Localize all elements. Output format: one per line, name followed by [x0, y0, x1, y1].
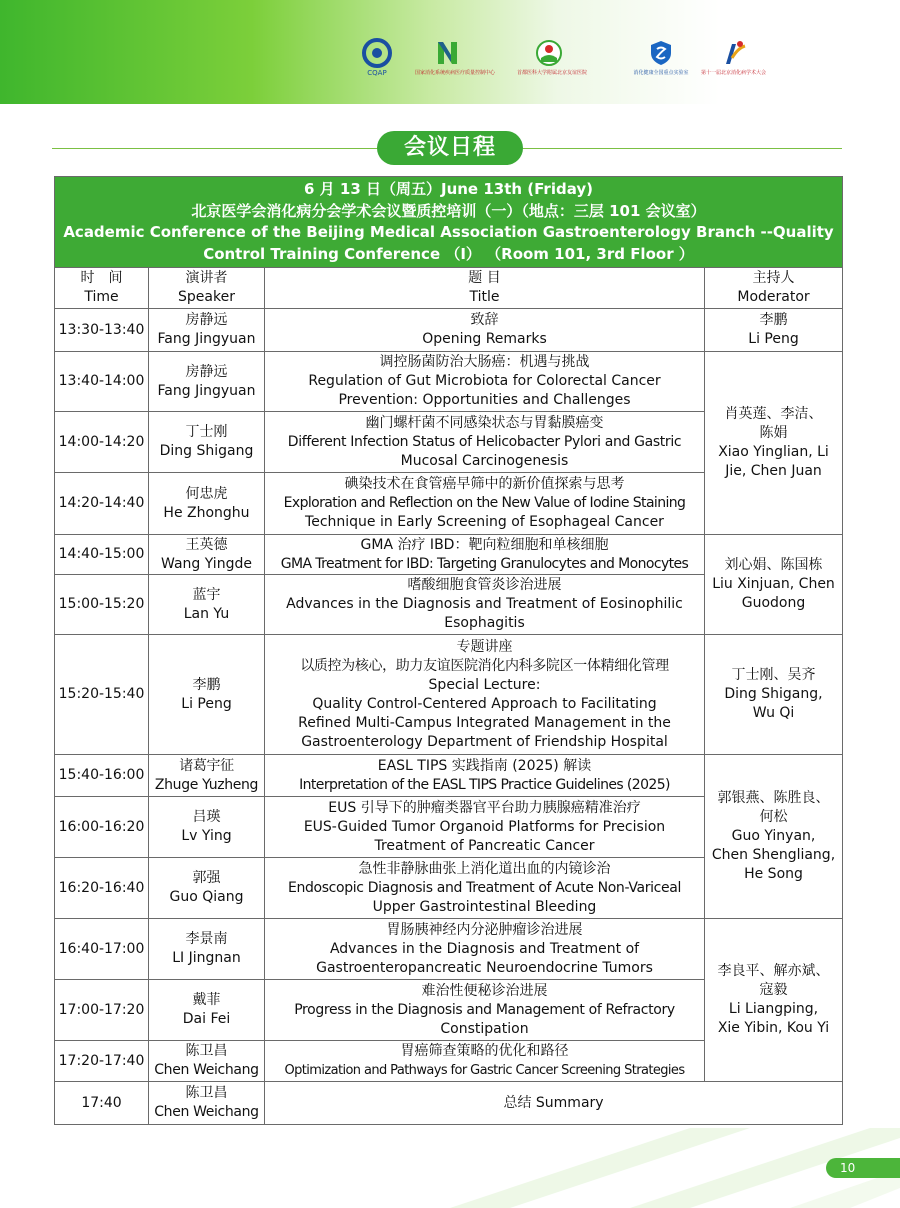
banner-date: 6 月 13 日（周五）June 13th (Friday): [304, 180, 593, 198]
speaker-cell: 房静远 Fang Jingyuan: [149, 309, 265, 352]
cqap-logo: [345, 38, 409, 88]
conference-logo: [701, 38, 765, 88]
table-row: [55, 352, 843, 412]
time-cell: 14:20-14:40: [55, 473, 149, 535]
schedule-table: [54, 176, 843, 1125]
shield-icon: [646, 38, 676, 68]
speaker-cell: 李景南 LI Jingnan: [149, 919, 265, 980]
time-cell: 17:00-17:20: [55, 980, 149, 1041]
time-cell: 16:20-16:40: [55, 858, 149, 919]
speaker-cell: 李鹏 Li Peng: [149, 635, 265, 755]
moderator-cell: 丁士刚、吴齐 Ding Shigang, Wu Qi: [705, 635, 843, 755]
time-cell: 14:00-14:20: [55, 412, 149, 473]
table-row: [55, 755, 843, 797]
time-cell: 16:00-16:20: [55, 797, 149, 858]
table-row: [55, 535, 843, 575]
moderator-column-header: 主持人 Moderator: [705, 268, 843, 309]
national-center-emblem-icon: [432, 38, 462, 68]
speaker-cell: 陈卫昌 Chen Weichang: [149, 1041, 265, 1082]
title-cell: 胃肠胰神经内分泌肿瘤诊治进展 Advances in the Diagnosis and Treatment of Gastroenteropancreatic Neuroendocrine Tumors: [265, 919, 705, 980]
moderator-cell: 郭银燕、陈胜良、 何松 Guo Yinyan, Chen Shengliang, He Song: [705, 755, 843, 919]
beijing-hospital-logo: [517, 38, 588, 88]
title-cell: EASL TIPS 实践指南 (2025) 解读 Interpretation of the EASL TIPS Practice Guidelines (2025): [265, 755, 705, 797]
time-column-header: 时 间 Time: [55, 268, 149, 309]
conference-emblem-icon: [718, 38, 748, 68]
logo-caption: CQAP: [367, 69, 387, 77]
title-cell: 难治性便秘诊治进展 Progress in the Diagnosis and Management of Refractory Constipation: [265, 980, 705, 1041]
time-cell: 15:00-15:20: [55, 575, 149, 635]
speaker-column-header: 演讲者 Speaker: [149, 268, 265, 309]
speaker-cell: 陈卫昌 Chen Weichang: [149, 1082, 265, 1125]
table-row: [55, 1082, 843, 1125]
speaker-cell: 诸葛宇征 Zhuge Yuzheng: [149, 755, 265, 797]
table-row: [55, 919, 843, 980]
time-cell: 17:40: [55, 1082, 149, 1125]
speaker-cell: 王英德 Wang Yingde: [149, 535, 265, 575]
logo-caption: 国家消化系统疾病医疗质量控制中心: [415, 70, 496, 76]
logo-caption: 首都医科大学附属北京友谊医院: [517, 70, 588, 76]
moderator-cell: 李良平、解亦斌、 寇毅 Li Liangping, Xie Yibin, Kou Yi: [705, 919, 843, 1082]
national-center-logo: [415, 38, 496, 88]
time-cell: 15:20-15:40: [55, 635, 149, 755]
logo-strip: [345, 38, 765, 88]
table-row: [55, 635, 843, 755]
speaker-cell: 何忠虎 He Zhonghu: [149, 473, 265, 535]
time-cell: 15:40-16:00: [55, 755, 149, 797]
speaker-cell: 郭强 Guo Qiang: [149, 858, 265, 919]
moderator-cell: 肖英莲、李洁、 陈娟 Xiao Yinglian, Li Jie, Chen Juan: [705, 352, 843, 535]
speaker-cell: 吕瑛 Lv Ying: [149, 797, 265, 858]
title-cell: 幽门螺杆菌不同感染状态与胃黏膜癌变 Different Infection Status of Helicobacter Pylori and Gastric Mucosal Carcinogenesis: [265, 412, 705, 473]
lab-logo: [629, 38, 693, 88]
banner-title-en: Academic Conference of the Beijing Medical Association Gastroenterology Branch --Quality: [63, 223, 834, 241]
cqap-emblem-icon: [362, 38, 392, 68]
title-cell: 嗜酸细胞食管炎诊治进展 Advances in the Diagnosis and Treatment of Eosinophilic Esophagitis: [265, 575, 705, 635]
title-column-header: 题 目 Title: [265, 268, 705, 309]
title-cell: 急性非静脉曲张上消化道出血的内镜诊治 Endoscopic Diagnosis and Treatment of Acute Non-Variceal Upper Gastrointestinal Bleeding: [265, 858, 705, 919]
speaker-cell: 戴菲 Dai Fei: [149, 980, 265, 1041]
schedule-banner: [55, 177, 843, 268]
logo-caption: 第十一届北京消化病学术大会: [701, 70, 767, 76]
banner-title-zh: 北京医学会消化病分会学术会议暨质控培训（一）（地点：三层 101 会议室）: [191, 201, 706, 220]
banner-title-en-cont: Control Training Conference （I） （Room 101, 3rd Floor ）: [203, 244, 694, 263]
time-cell: 13:30-13:40: [55, 309, 149, 352]
section-title: 会议日程: [377, 131, 523, 165]
logo-caption: 消化健康全国重点实验室: [633, 70, 689, 76]
page-number: 10: [826, 1158, 900, 1178]
speaker-cell: 房静远 Fang Jingyuan: [149, 352, 265, 412]
title-cell: 碘染技术在食管癌早筛中的新价值探索与思考 Exploration and Reflection on the New Value of Iodine Staining Technique in Early Screening of Esophageal Cancer: [265, 473, 705, 535]
title-cell: GMA 治疗 IBD：靶向粒细胞和单核细胞 GMA Treatment for IBD: Targeting Granulocytes and Monocytes: [265, 535, 705, 575]
speaker-cell: 丁士刚 Ding Shigang: [149, 412, 265, 473]
moderator-cell: 李鹏 Li Peng: [705, 309, 843, 352]
title-cell: 致辞 Opening Remarks: [265, 309, 705, 352]
title-cell: 专题讲座 以质控为核心，助力友谊医院消化内科多院区一体精细化管理 Special Lecture: Quality Control-Centered Approach to Facilitating Refined Multi-Campus Integrated Management in the Gastroenterology Department of Friendship Hospital: [265, 635, 705, 755]
title-cell: 调控肠菌防治大肠癌：机遇与挑战 Regulation of Gut Microbiota for Colorectal Cancer Prevention: Opportunities and Challenges: [265, 352, 705, 412]
time-cell: 14:40-15:00: [55, 535, 149, 575]
time-cell: 13:40-14:00: [55, 352, 149, 412]
hospital-emblem-icon: [534, 38, 564, 68]
title-cell: 胃癌筛查策略的优化和路径 Optimization and Pathways for Gastric Cancer Screening Strategies: [265, 1041, 705, 1082]
moderator-cell: 刘心娟、陈国栋 Liu Xinjuan, Chen Guodong: [705, 535, 843, 635]
title-cell: EUS 引导下的肿瘤类器官平台助力胰腺癌精准治疗 EUS-Guided Tumor Organoid Platforms for Precision Treatment of Pancreatic Cancer: [265, 797, 705, 858]
table-row: [55, 309, 843, 352]
speaker-cell: 蓝宇 Lan Yu: [149, 575, 265, 635]
time-cell: 16:40-17:00: [55, 919, 149, 980]
time-cell: 17:20-17:40: [55, 1041, 149, 1082]
title-cell: 总结 Summary: [265, 1082, 843, 1125]
column-header-row: [55, 268, 843, 309]
